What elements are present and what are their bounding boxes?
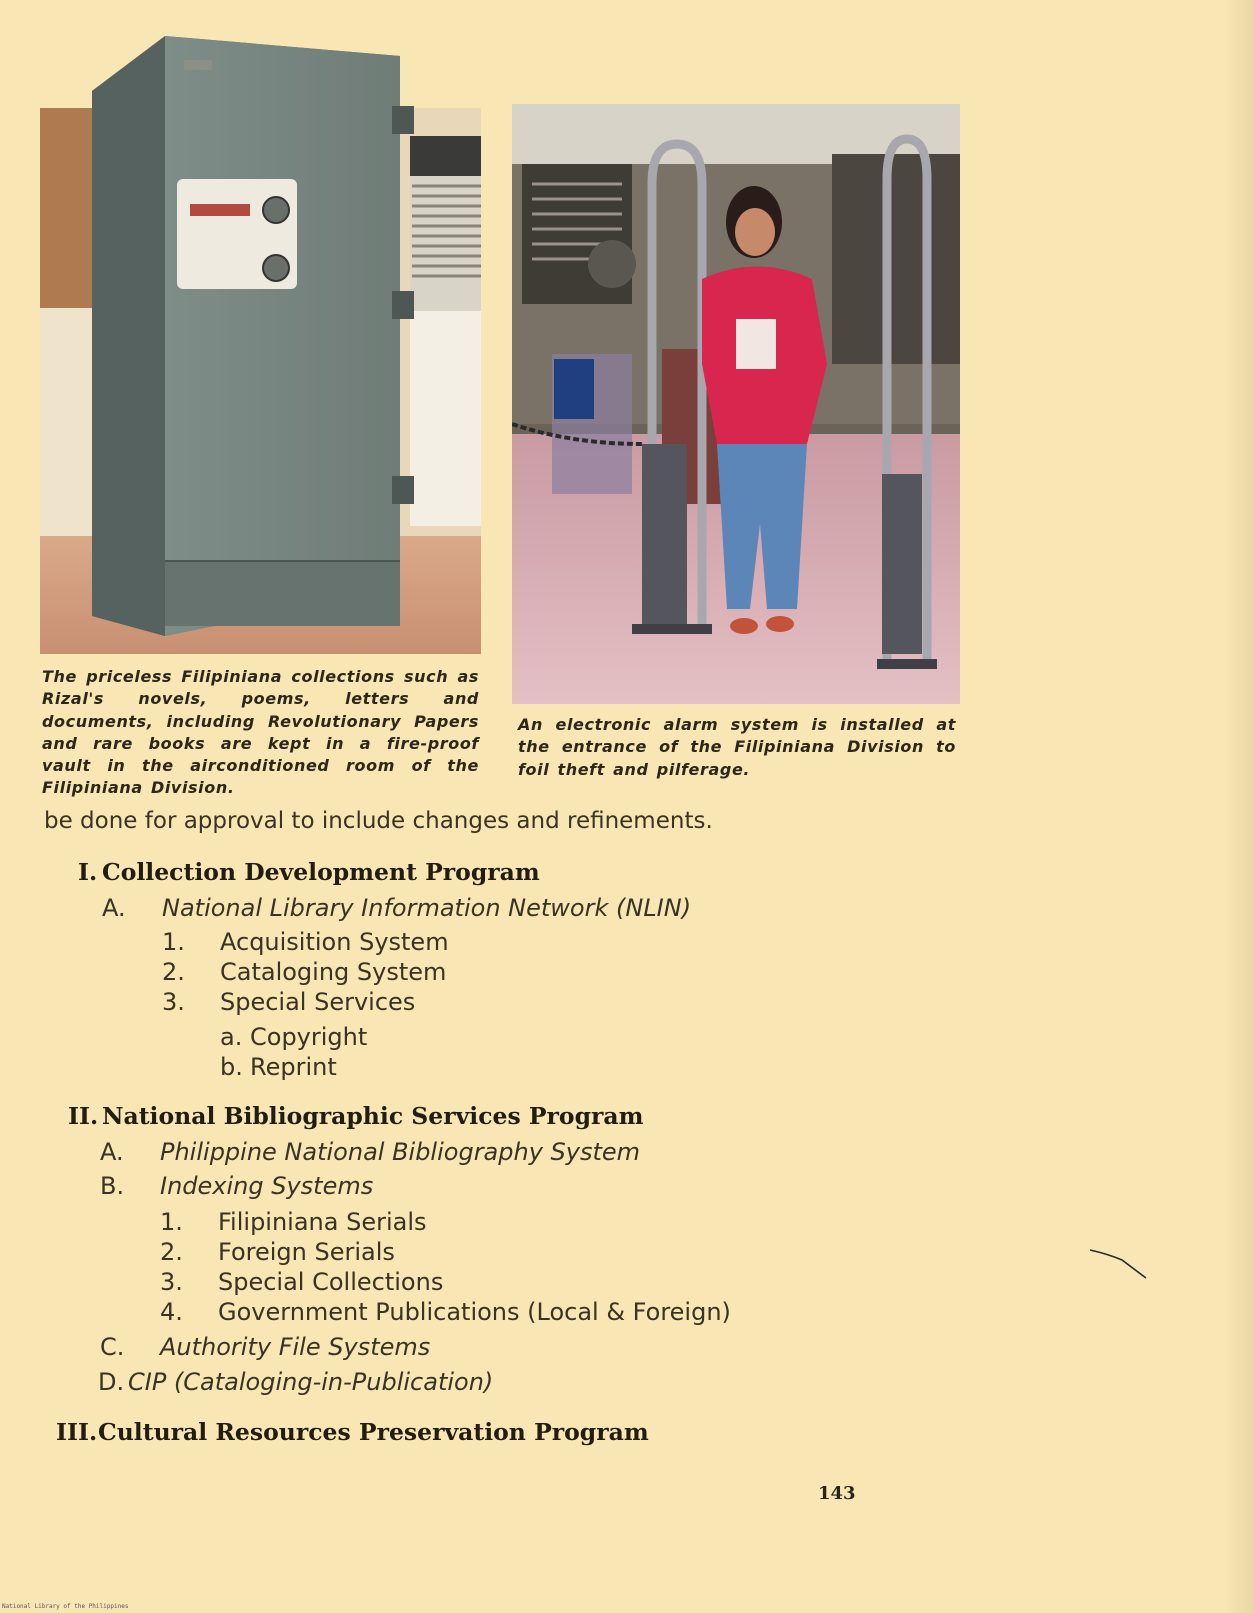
footer-credit: National Library of the Philippines (2, 1603, 129, 1610)
outline-label: Special Collections (218, 1268, 444, 1296)
pen-mark (1088, 1242, 1148, 1282)
outline-label: CIP (Cataloging-in-Publication) (128, 1368, 494, 1396)
outline-marker: B. (100, 1172, 125, 1200)
outline-label: National Bibliographic Services Program (102, 1102, 644, 1130)
outline-marker: b. (220, 1053, 243, 1081)
outline-marker: a. (220, 1023, 243, 1051)
outline-marker: II. (68, 1102, 99, 1130)
outline-marker: 4. (160, 1298, 183, 1326)
outline-marker: 1. (160, 1208, 183, 1236)
outline-marker: C. (100, 1333, 125, 1361)
outline-marker: I. (78, 858, 98, 886)
outline-label: Cataloging System (220, 958, 447, 986)
body-intro-text: be done for approval to include changes and refinements. (44, 808, 713, 834)
outline-label: Special Services (220, 988, 416, 1016)
vault-photo (40, 36, 481, 654)
outline-marker: 3. (162, 988, 185, 1016)
outline-label: Foreign Serials (218, 1238, 395, 1266)
outline-label: Indexing Systems (160, 1172, 374, 1200)
page-edge-shadow (1223, 0, 1253, 1613)
outline-label: Authority File Systems (160, 1333, 431, 1361)
outline-label: Philippine National Bibliography System (160, 1138, 641, 1166)
page-number: 143 (818, 1483, 856, 1504)
outline-label: Cultural Resources Preservation Program (98, 1418, 649, 1446)
outline-marker: 3. (160, 1268, 183, 1296)
alarm-photo-caption: An electronic alarm system is installed at the entrance of the Filipiniana Division to foil theft and pilferage. (518, 715, 956, 779)
alarm-gate-photo (512, 104, 960, 704)
outline-marker: 2. (162, 958, 185, 986)
outline-label: Collection Development Program (102, 858, 540, 886)
vault-photo-caption: The priceless Filipiniana collections such as Rizal's novels, poems, letters and documents, including Revolutionary Papers and rare books are kept in a fire-proof vault in the airconditioned room of the Filipiniana Division. (42, 667, 479, 798)
outline-marker: 1. (162, 928, 185, 956)
outline-marker: III. (56, 1418, 98, 1446)
outline-marker: A. (100, 1138, 124, 1166)
outline-label: Acquisition System (220, 928, 449, 956)
outline-label: Filipiniana Serials (218, 1208, 427, 1236)
outline-marker: 2. (160, 1238, 183, 1266)
outline-label: Reprint (250, 1053, 337, 1081)
outline-label: National Library Information Network (NLIN) (162, 894, 692, 922)
outline-marker: A. (102, 894, 126, 922)
outline-label: Government Publications (Local & Foreign) (218, 1298, 731, 1326)
outline-label: Copyright (250, 1023, 368, 1051)
outline-marker: D. (98, 1368, 125, 1396)
